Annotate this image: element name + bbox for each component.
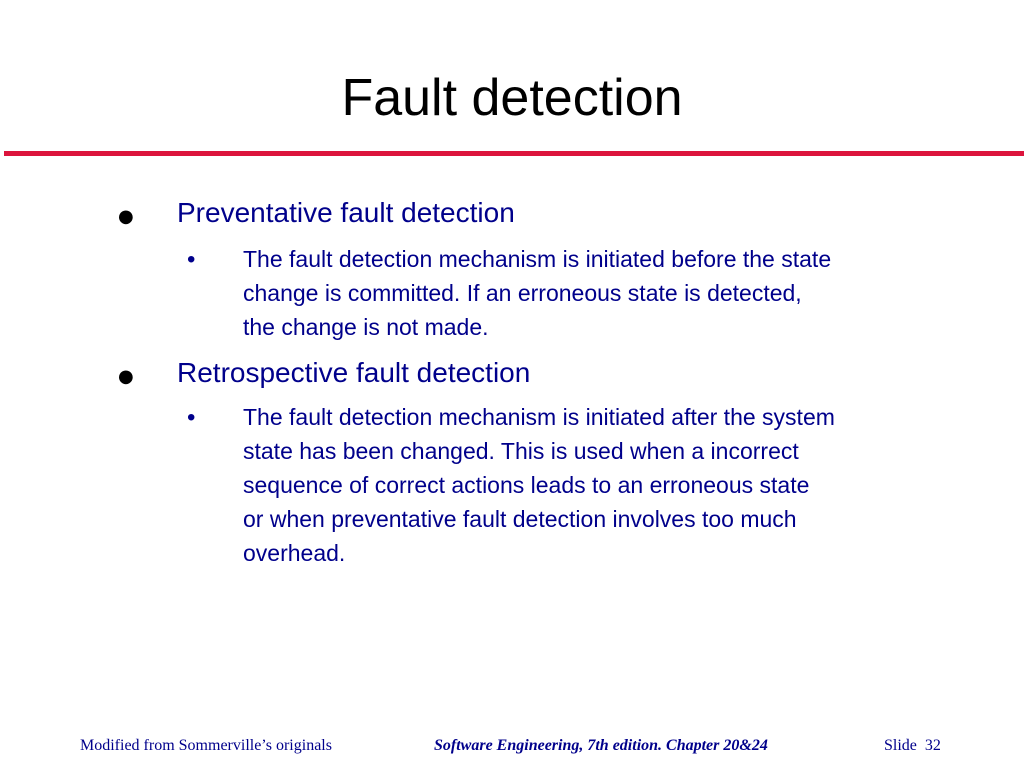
sub-bullet-text — [243, 400, 835, 570]
slide-number: 32 — [924, 737, 941, 754]
text-line: state has been changed. This is used when a incorrect — [243, 438, 799, 464]
slide-title: Fault detection — [341, 69, 683, 127]
text-line: overhead. — [243, 540, 346, 566]
footer-book-title: Software Engineering, 7th edition. Chapter 20&24 — [434, 737, 768, 754]
slide-number-area — [884, 736, 941, 756]
text-line: the change is not made. — [243, 314, 489, 340]
text-line: The fault detection mechanism is initiated before the state — [243, 246, 832, 272]
sub-bullet-icon: • — [187, 404, 196, 431]
text-line: or when preventative fault detection involves too much — [243, 506, 797, 532]
text-line: sequence of correct actions leads to an erroneous state — [243, 472, 810, 498]
bullet-icon: ● — [118, 366, 134, 387]
slide-label: Slide — [884, 737, 917, 754]
bullet-heading: Retrospective fault detection — [177, 357, 531, 388]
sub-bullet-text — [243, 242, 831, 344]
bullet-icon: ● — [118, 206, 134, 227]
title-divider — [4, 151, 1024, 156]
bullet-heading: Preventative fault detection — [177, 197, 515, 228]
sub-bullet-icon: • — [187, 246, 196, 273]
text-line: change is committed. If an erroneous state is detected, — [243, 280, 802, 306]
footer-credit: Modified from Sommerville’s originals — [80, 737, 332, 754]
text-line: The fault detection mechanism is initiated after the system — [243, 404, 835, 430]
